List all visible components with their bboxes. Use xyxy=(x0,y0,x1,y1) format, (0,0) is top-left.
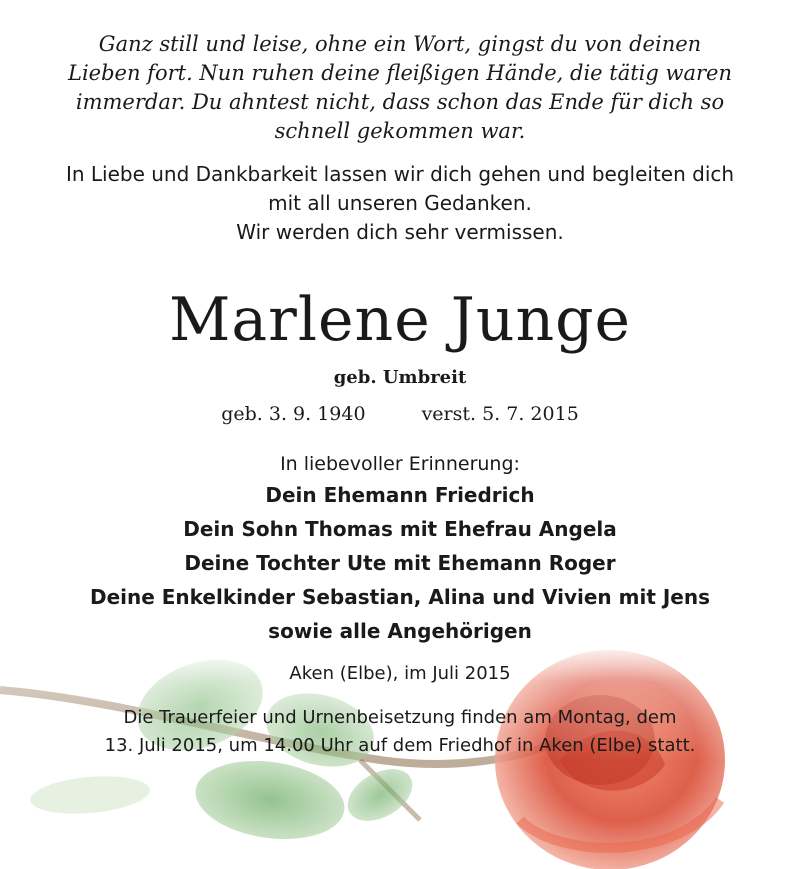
place-date: Aken (Elbe), im Juli 2015 xyxy=(289,663,511,684)
death-date: verst. 5. 7. 2015 xyxy=(421,403,579,425)
poem-line: immerdar. Du ahntest nicht, dass schon das Ende für dich so xyxy=(75,90,725,114)
memory-intro: In liebevoller Erinnerung: xyxy=(280,453,520,475)
poem-line: Lieben fort. Nun ruhen deine fleißigen Hände, die tätig waren xyxy=(68,61,732,85)
birth-date: geb. 3. 9. 1940 xyxy=(221,403,366,425)
service-info xyxy=(20,704,780,760)
dedication xyxy=(20,160,780,247)
service-line: 13. Juli 2015, um 14.00 Uhr auf dem Friedhof in Aken (Elbe) statt. xyxy=(104,735,696,756)
poem-line: schnell gekommen war. xyxy=(274,119,526,143)
mourner-line: Deine Enkelkinder Sebastian, Alina und Vivien mit Jens xyxy=(89,585,711,609)
leaf-tip xyxy=(29,772,152,818)
mourner-line: sowie alle Angehörigen xyxy=(268,619,532,643)
maiden-name: geb. Umbreit xyxy=(333,367,467,388)
service-line: Die Trauerfeier und Urnenbeisetzung finden am Montag, dem xyxy=(123,707,677,728)
leaf-small xyxy=(339,758,422,831)
poem-line: Ganz still und leise, ohne ein Wort, gingst du von deinen xyxy=(98,32,702,56)
mourner-line: Deine Tochter Ute mit Ehemann Roger xyxy=(184,551,616,575)
dedication-line: In Liebe und Dankbarkeit lassen wir dich gehen und begleiten dich xyxy=(65,162,735,186)
mourner-line: Dein Sohn Thomas mit Ehefrau Angela xyxy=(183,517,617,541)
deceased-name: Marlene Junge xyxy=(168,285,632,355)
mourner-line: Dein Ehemann Friedrich xyxy=(265,483,535,507)
life-dates xyxy=(0,400,800,428)
dedication-line: Wir werden dich sehr vermissen. xyxy=(236,220,564,244)
mourners-list xyxy=(20,478,780,648)
dedication-line: mit all unseren Gedanken. xyxy=(268,191,532,215)
poem xyxy=(30,30,770,146)
